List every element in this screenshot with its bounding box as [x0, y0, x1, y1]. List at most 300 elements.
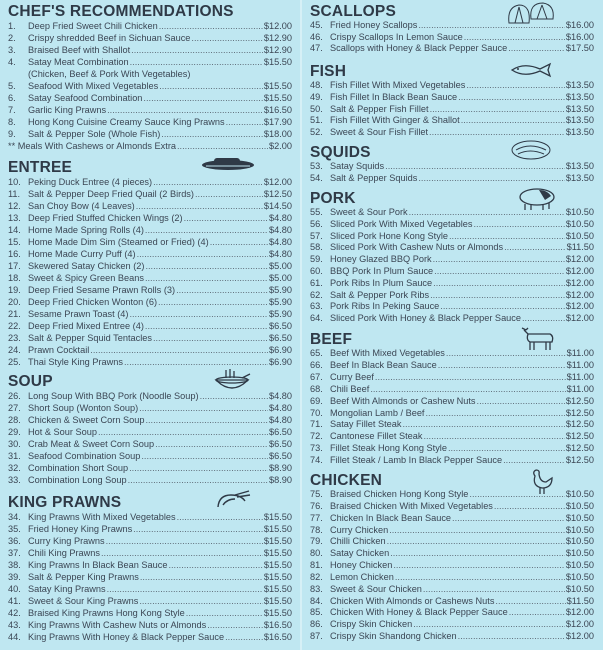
item-name: Combination Long Soup	[28, 475, 127, 485]
item-price: $12.50	[565, 443, 594, 454]
menu-item	[8, 272, 292, 284]
menu-item	[310, 266, 594, 278]
dot-leader	[107, 583, 263, 595]
item-price: $5.90	[269, 297, 292, 307]
dot-leader	[137, 248, 268, 260]
item-name: Chili Beef	[330, 383, 370, 394]
item-name: Sesame Prawn Toast (4)	[28, 309, 129, 319]
item-name: Braised Chicken With Mixed Vegetables	[330, 500, 493, 511]
menu-item	[8, 224, 292, 236]
item-number: 80.	[310, 548, 323, 559]
menu-item	[310, 115, 594, 127]
dot-leader	[473, 219, 564, 231]
item-number: 27.	[8, 403, 21, 413]
section-king-prawns	[8, 494, 292, 643]
item-price: $5.90	[269, 285, 292, 295]
section-heading: FISH	[310, 63, 347, 80]
section-chicken	[310, 472, 594, 643]
section-heading: BEEF	[310, 331, 353, 348]
dot-leader	[153, 176, 263, 188]
item-number: 36.	[8, 536, 21, 546]
item-name: Deep Fried Sesame Prawn Rolls (3)	[28, 285, 176, 295]
dot-leader	[390, 548, 565, 560]
item-price: $10.50	[565, 489, 594, 499]
menu-item	[310, 372, 594, 384]
menu-item	[310, 43, 594, 55]
item-number: 57.	[310, 230, 323, 241]
dot-leader	[90, 344, 268, 356]
item-name: Curry Chicken	[330, 524, 389, 535]
item-number: 7.	[8, 105, 16, 115]
item-name: Satay Fillet Steak	[330, 419, 402, 430]
item-price: $10.50	[565, 524, 594, 535]
item-price: $6.50	[269, 333, 292, 343]
item-price: $8.90	[269, 475, 292, 485]
dot-leader	[503, 455, 565, 467]
item-number: 48.	[310, 80, 323, 90]
item-price: $10.50	[565, 230, 594, 241]
menu-item	[310, 278, 594, 290]
item-number: 70.	[310, 407, 323, 418]
dot-leader	[145, 224, 268, 236]
dot-leader	[466, 80, 565, 92]
menu-item	[310, 501, 594, 513]
dot-leader	[452, 513, 565, 525]
item-price: $13.50	[565, 172, 594, 183]
menu-item	[8, 402, 292, 414]
item-name: Deep Fried Chicken Wonton (6)	[28, 297, 158, 307]
menu-item	[310, 92, 594, 104]
item-number: 87.	[310, 631, 323, 642]
item-price: $15.50	[263, 596, 292, 606]
item-number: 21.	[8, 309, 21, 319]
item-price: $4.80	[269, 415, 292, 425]
item-price: $12.00	[565, 619, 594, 630]
item-name: Sweet & Sour King Prawns	[28, 596, 139, 606]
item-name: BBQ Pork In Plum Sauce	[330, 265, 434, 276]
item-price: $5.00	[269, 273, 292, 283]
dot-leader	[195, 188, 263, 200]
item-number: 44.	[8, 632, 21, 642]
fish-icon	[510, 62, 552, 78]
item-name: Satay Squids	[330, 161, 385, 171]
item-number: 68.	[310, 383, 323, 394]
item-number: 29.	[8, 427, 21, 437]
item-number: 74.	[310, 455, 323, 466]
item-price: $12.50	[565, 419, 594, 430]
item-name: Sliced Pork Hone Kong Style	[330, 230, 448, 241]
item-price: $13.50	[565, 115, 594, 126]
dot-leader	[129, 308, 268, 320]
pig-icon	[515, 186, 557, 212]
item-number: 50.	[310, 103, 323, 114]
item-price: $17.50	[565, 43, 594, 54]
menu-item	[8, 474, 292, 486]
item-number: 56.	[310, 218, 323, 229]
menu-note	[8, 140, 292, 152]
item-price: $15.50	[263, 608, 292, 618]
item-number: 72.	[310, 431, 323, 442]
menu-item	[310, 104, 594, 116]
item-price: $12.00	[263, 21, 292, 31]
menu-item	[310, 513, 594, 525]
item-price: $16.50	[263, 105, 292, 115]
item-price: $13.50	[565, 80, 594, 90]
item-number: 30.	[8, 439, 21, 449]
menu-item	[310, 572, 594, 584]
dot-leader	[458, 92, 565, 104]
section-entree	[8, 159, 292, 368]
item-price: $4.80	[269, 225, 292, 235]
item-name: Salt & Pepper Deep Fried Quail (2 Birds)	[28, 189, 194, 199]
item-number: 17.	[8, 261, 21, 271]
section-heading: SQUIDS	[310, 144, 371, 161]
dot-leader	[159, 80, 263, 92]
menu-item	[8, 80, 292, 92]
item-number: 32.	[8, 463, 21, 473]
item-number: 10.	[8, 177, 21, 187]
dot-leader	[186, 607, 263, 619]
item-name: Sweet & Sour Pork	[330, 207, 408, 217]
item-number: 45.	[310, 20, 323, 30]
item-description: (Chicken, Beef & Pork With Vegetables)	[28, 69, 191, 79]
item-price: $13.50	[565, 103, 594, 114]
menu-item	[8, 212, 292, 224]
item-price: $6.50	[269, 439, 292, 449]
page-fold	[300, 0, 302, 650]
item-number: 6.	[8, 93, 16, 103]
item-name: Curry King Prawns	[28, 536, 105, 546]
menu-item	[8, 583, 292, 595]
item-number: 8.	[8, 117, 16, 127]
menu-item	[310, 173, 594, 185]
menu-item	[8, 44, 292, 56]
item-number: 43.	[8, 620, 21, 630]
dot-leader	[161, 128, 263, 140]
item-name: Beef In Black Bean Sauce	[330, 359, 437, 370]
item-price: $4.80	[269, 391, 292, 401]
dot-leader	[389, 525, 565, 537]
menu-item	[310, 596, 594, 608]
item-name: Cantonese Fillet Steak	[330, 431, 423, 442]
item-price: $18.00	[263, 129, 292, 139]
dot-leader	[130, 56, 263, 68]
dot-leader	[139, 402, 268, 414]
item-price: $11.00	[566, 348, 594, 358]
menu-item	[8, 344, 292, 356]
dot-leader	[461, 115, 565, 127]
section-heading: CHEF'S RECOMMENDATIONS	[8, 3, 234, 20]
item-number: 55.	[310, 207, 323, 217]
item-number: 82.	[310, 571, 323, 582]
dot-leader	[133, 523, 263, 535]
note-price: $2.00	[269, 141, 292, 151]
menu-item	[8, 426, 292, 438]
item-price: $15.50	[263, 572, 292, 582]
dot-leader	[159, 20, 263, 32]
item-name: Crispy Scallops In Lemon Sauce	[330, 31, 463, 42]
item-price: $12.50	[263, 189, 292, 199]
menu-item	[8, 607, 292, 619]
item-number: 47.	[310, 43, 323, 54]
dot-leader	[508, 43, 565, 55]
item-price: $6.90	[269, 357, 292, 367]
soup-bowl-icon	[212, 368, 252, 396]
dot-leader	[155, 438, 268, 450]
dot-leader	[140, 571, 263, 583]
item-number: 11.	[8, 189, 21, 199]
section-heading: SCALLOPS	[310, 3, 396, 20]
item-price: $15.50	[263, 536, 292, 546]
item-number: 25.	[8, 357, 21, 367]
item-price: $6.50	[269, 427, 292, 437]
menu-item	[310, 419, 594, 431]
menu-item	[8, 248, 292, 260]
item-name: Fish Fillet With Mixed Vegetables	[330, 80, 466, 90]
item-price: $10.50	[565, 536, 594, 547]
menu-item	[310, 80, 594, 92]
menu-item	[310, 161, 594, 173]
item-name: Honey Glazed BBQ Pork	[330, 254, 432, 265]
item-name: Thai Style King Prawns	[28, 357, 123, 367]
dot-leader	[145, 320, 268, 332]
item-number: 75.	[310, 489, 323, 499]
dot-leader	[177, 140, 268, 152]
item-price: $12.50	[565, 395, 594, 406]
item-number: 1.	[8, 21, 16, 31]
dot-leader	[106, 535, 263, 547]
item-number: 69.	[310, 395, 323, 406]
item-number: 15.	[8, 237, 21, 247]
item-name: Sliced Pork With Honey & Black Pepper Sauce	[330, 313, 521, 324]
item-name: Scallops with Honey & Black Pepper Sauce	[330, 43, 508, 54]
dot-leader	[226, 116, 263, 128]
menu-item	[8, 462, 292, 474]
item-name: Salt & Pepper King Prawns	[28, 572, 139, 582]
item-price: $16.50	[263, 620, 292, 630]
item-price: $15.50	[263, 524, 292, 534]
item-price: $12.00	[565, 301, 594, 312]
item-number: 81.	[310, 560, 323, 571]
dot-leader	[145, 260, 268, 272]
item-price: $17.90	[263, 117, 292, 127]
item-name: Braised Chicken Hong Kong Style	[330, 489, 469, 499]
menu-item	[8, 104, 292, 116]
item-name: Fish Fillet With Ginger & Shallot	[330, 115, 460, 126]
item-name: Beef With Almonds or Cashew Nuts	[330, 395, 476, 406]
dot-leader	[375, 372, 566, 384]
item-number: 16.	[8, 249, 21, 259]
item-name: Salt & Pepper Squids	[330, 172, 418, 183]
item-name: Combination Short Soup	[28, 463, 129, 473]
dot-leader	[430, 104, 565, 116]
dot-leader	[370, 384, 565, 396]
menu-item	[8, 438, 292, 450]
menu-item	[310, 242, 594, 254]
item-name: Garlic King Prawns	[28, 105, 107, 115]
dot-leader	[141, 450, 268, 462]
menu-item	[310, 32, 594, 44]
item-number: 78.	[310, 524, 323, 535]
dot-leader	[423, 584, 565, 596]
item-number: 76.	[310, 500, 323, 511]
boat-icon	[200, 156, 256, 172]
item-name: Long Soup With BBQ Pork (Noodle Soup)	[28, 391, 199, 401]
dot-leader	[495, 596, 565, 608]
dot-leader	[433, 278, 565, 290]
item-price: $12.00	[565, 277, 594, 288]
item-number: 40.	[8, 584, 21, 594]
item-name: Skewered Satay Chicken (2)	[28, 261, 145, 271]
dot-leader	[153, 332, 268, 344]
dot-leader	[168, 559, 262, 571]
item-price: $12.00	[565, 631, 594, 642]
item-number: 14.	[8, 225, 21, 235]
item-price: $4.80	[269, 249, 292, 259]
item-number: 58.	[310, 242, 323, 253]
item-name: Salt & Pepper Fish Fillet	[330, 103, 429, 114]
item-name: Hong Kong Cuisine Creamy Sauce King Prawns	[28, 117, 225, 127]
item-number: 37.	[8, 548, 21, 558]
item-name: Crab Meat & Sweet Corn Soup	[28, 439, 155, 449]
item-price: $6.50	[269, 451, 292, 461]
item-number: 66.	[310, 359, 323, 370]
item-number: 46.	[310, 31, 323, 42]
menu-item	[310, 384, 594, 396]
item-number: 4.	[8, 57, 16, 67]
dot-leader	[430, 290, 565, 302]
menu-item	[8, 32, 292, 44]
menu-item	[8, 260, 292, 272]
item-name: Chilli Chicken	[330, 536, 386, 547]
item-price: $12.50	[565, 455, 594, 466]
item-price: $6.50	[269, 321, 292, 331]
dot-leader	[393, 560, 565, 572]
item-price: $6.90	[269, 345, 292, 355]
item-name: King Prawns With Mixed Vegetables	[28, 512, 176, 522]
menu-item	[8, 356, 292, 368]
menu-item	[8, 176, 292, 188]
item-name: Braised Beef with Shallot	[28, 45, 131, 55]
item-name: Satay Seafood Combination	[28, 93, 143, 103]
item-price: $16.00	[565, 20, 594, 30]
item-name: Salt & Pepper Pork Ribs	[330, 289, 430, 300]
item-number: 60.	[310, 265, 323, 276]
dot-leader	[403, 419, 565, 431]
dot-leader	[449, 231, 565, 243]
dot-leader	[143, 92, 262, 104]
item-price: $4.80	[269, 403, 292, 413]
menu-item	[310, 396, 594, 408]
dot-leader	[426, 408, 565, 420]
item-price: $11.00	[566, 359, 594, 370]
dot-leader	[387, 536, 565, 548]
dot-leader	[395, 572, 565, 584]
item-number: 2.	[8, 33, 16, 43]
item-name: Satay Chicken	[330, 548, 390, 559]
item-number: 59.	[310, 254, 323, 265]
item-name: Crispy shredded Beef in Sichuan Sauce	[28, 33, 191, 43]
dot-leader	[458, 631, 565, 643]
item-price: $10.50	[565, 560, 594, 571]
item-number: 73.	[310, 443, 323, 454]
section-heading: KING PRAWNS	[8, 494, 122, 511]
item-number: 85.	[310, 607, 323, 618]
item-name: Home Made Spring Rolls (4)	[28, 225, 144, 235]
item-price: $15.50	[263, 584, 292, 594]
item-number: 28.	[8, 415, 21, 425]
item-number: 18.	[8, 273, 21, 283]
scallop-icon	[505, 1, 557, 29]
item-name: Sliced Pork With Mixed Vegetables	[330, 218, 473, 229]
dot-leader	[522, 313, 565, 325]
menu-item	[310, 254, 594, 266]
cow-icon	[520, 326, 556, 352]
item-price: $12.00	[565, 265, 594, 276]
item-price: $10.50	[565, 548, 594, 559]
menu-item	[8, 511, 292, 523]
item-name: Fried Honey King Prawns	[28, 524, 133, 534]
menu-item	[8, 547, 292, 559]
dot-leader	[418, 173, 565, 185]
dot-leader	[124, 356, 268, 368]
item-name: Chicken & Sweet Corn Soup	[28, 415, 145, 425]
menu-item	[8, 128, 292, 140]
dot-leader	[477, 396, 565, 408]
dot-leader	[207, 619, 263, 631]
menu-item	[8, 20, 292, 32]
prawn-icon	[215, 489, 251, 511]
item-price: $13.50	[565, 161, 594, 171]
item-name: Short Soup (Wonton Soup)	[28, 403, 139, 413]
item-price: $15.50	[263, 560, 292, 570]
item-price: $10.50	[565, 512, 594, 523]
item-number: 41.	[8, 596, 21, 606]
item-number: 63.	[310, 301, 323, 312]
item-name: King Prawns With Honey & Black Pepper Sauce	[28, 632, 225, 642]
item-name: Sweet & Sour Fish Fillet	[330, 127, 429, 138]
item-price: $11.00	[566, 383, 594, 394]
item-price: $12.00	[565, 313, 594, 324]
item-price: $12.50	[565, 407, 594, 418]
item-price: $16.00	[565, 31, 594, 42]
item-price: $12.00	[565, 289, 594, 300]
item-number: 38.	[8, 560, 21, 570]
item-name: Pork Ribs In Peking Sauce	[330, 301, 440, 312]
item-price: $4.80	[269, 237, 292, 247]
item-name: Chicken With Almonds or Cashews Nuts	[330, 595, 495, 606]
item-price: $12.00	[565, 607, 594, 618]
dot-leader	[128, 474, 268, 486]
item-price: $11.50	[566, 242, 594, 253]
item-number: 65.	[310, 348, 323, 358]
menu-item	[8, 200, 292, 212]
menu-item	[310, 301, 594, 313]
dot-leader	[101, 547, 263, 559]
item-number: 61.	[310, 277, 323, 288]
item-price: $10.50	[565, 218, 594, 229]
item-name: Seafood Combination Soup	[28, 451, 141, 461]
item-price: $11.50	[566, 595, 594, 606]
item-number: 64.	[310, 313, 323, 324]
item-number: 49.	[310, 91, 323, 102]
dot-leader	[433, 254, 565, 266]
item-number: 52.	[310, 127, 323, 138]
menu-item	[310, 619, 594, 631]
item-number: 19.	[8, 285, 21, 295]
item-price: $5.90	[269, 309, 292, 319]
item-name: San Choy Bow (4 Leaves)	[28, 201, 135, 211]
